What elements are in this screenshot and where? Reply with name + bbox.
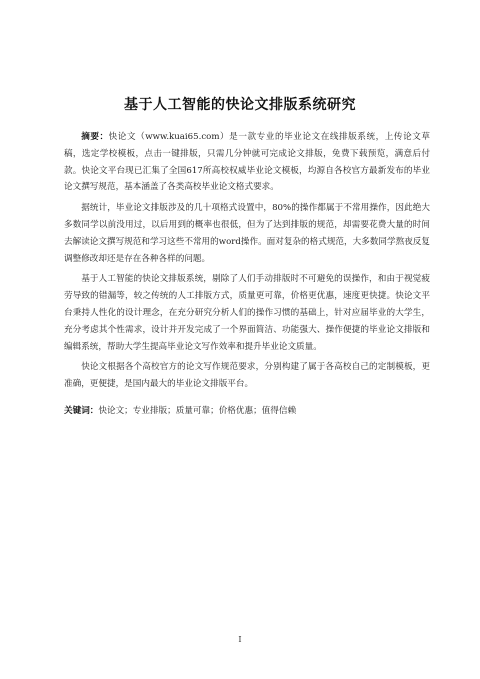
body-paragraph-1: 据统计，毕业论文排版涉及的几十项格式设置中，80%的操作都属于不常用操作，因此绝大多数同学以前没用过，以后用到的概率也很低，但为了达到排版的规范，却需要花费大量的时间去解读论文撰写规范和学习这些不常用的word操作。面对复杂的格式规范，大多数同学熬夜反复调整修改却还是存在各种各样的问题。 xyxy=(64,203,430,264)
document-body xyxy=(64,129,430,420)
page-title: 基于人工智能的快论文排版系统研究 xyxy=(124,97,356,113)
abstract-paragraph xyxy=(64,129,430,196)
abstract-label: 摘要： xyxy=(81,132,109,142)
keywords-line xyxy=(64,403,430,420)
abstract-text: 快论文（www.kuai65.com）是一款专业的毕业论文在线排版系统，上传论文草稿，选定学校模板，点击一键排版，只需几分钟就可完成论文排版，免费下载预览，满意后付款。快论文平台现已汇集了全国617所高校权威毕业论文模板，均源自各校官方最新发布的毕业论文撰写规范，基本涵盖了各类高校毕业论文格式要求。 xyxy=(64,132,430,193)
keywords-text: 快论文；专业排版；质量可靠；价格优惠；值得信赖 xyxy=(98,405,297,416)
page-number: I xyxy=(238,635,242,644)
body-paragraph-2: 基于人工智能的快论文排版系统，剔除了人们手动排版时不可避免的误操作，和由于视觉疲劳导致的错漏等，较之传统的人工排版方式，质量更可靠，价格更优惠，速度更快捷。快论文平台秉持人性化的设计理念，在充分研究分析人们的操作习惯的基础上，针对应届毕业的大学生，充分考虑其个性需求，设计并开发完成了一个界面简洁、功能强大、操作便捷的毕业论文排版和编辑系统，帮助大学生提高毕业论文写作效率和提升毕业论文质量。 xyxy=(64,274,430,352)
body-paragraph-3: 快论文根据各个高校官方的论文写作规范要求，分别构建了属于各高校自己的定制模板，更准确，更便捷，是国内最大的毕业论文排版平台。 xyxy=(64,362,430,390)
keywords-label: 关键词： xyxy=(64,405,99,416)
